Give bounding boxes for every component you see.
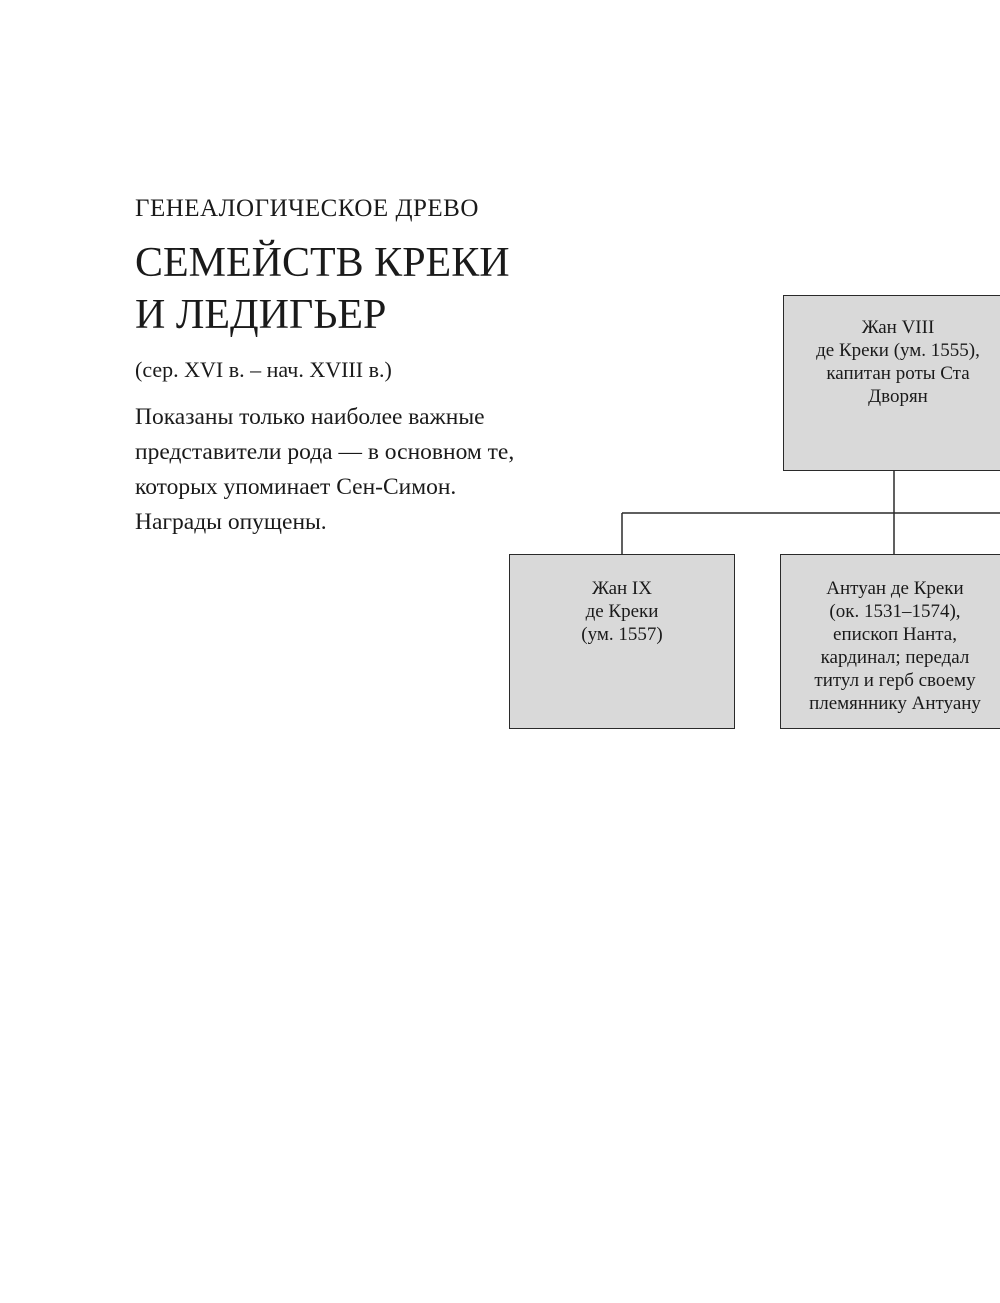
page-title-line-1: СЕМЕЙСТВ КРЕКИ (135, 240, 510, 286)
node-line: Жан IX (592, 578, 652, 599)
node-line: (ок. 1531–1574), (829, 601, 961, 622)
node-line: Жан VIII (861, 317, 935, 338)
node-line: (ум. 1557) (581, 624, 663, 645)
description-line: Награды опущены. (135, 509, 327, 535)
tree-node-antoine (780, 554, 1000, 729)
node-line: де Креки (585, 601, 659, 622)
node-line: Дворян (868, 386, 928, 407)
node-line: де Креки (ум. 1555), (816, 340, 980, 361)
description-line: Показаны только наиболее важные (135, 404, 485, 430)
tree-node-jean-viii (783, 295, 1000, 471)
page-title-line-2: И ЛЕДИГЬЕР (135, 292, 387, 338)
node-line: кардинал; передал (820, 647, 970, 668)
node-line: епископ Нанта, (833, 624, 957, 645)
node-line: племяннику Антуану (809, 693, 981, 714)
tree-node-jean-ix (509, 554, 735, 729)
node-line: Антуан де Креки (826, 578, 964, 599)
page-kicker: ГЕНЕАЛОГИЧЕСКОЕ ДРЕВО (135, 195, 479, 222)
period-subtitle: (сер. XVI в. – нач. XVIII в.) (135, 357, 392, 382)
node-line: капитан роты Ста (826, 363, 970, 384)
description-line: представители рода — в основном те, (135, 439, 515, 465)
description-line: которых упоминает Сен-Симон. (135, 474, 457, 500)
node-line: титул и герб своему (814, 670, 976, 691)
